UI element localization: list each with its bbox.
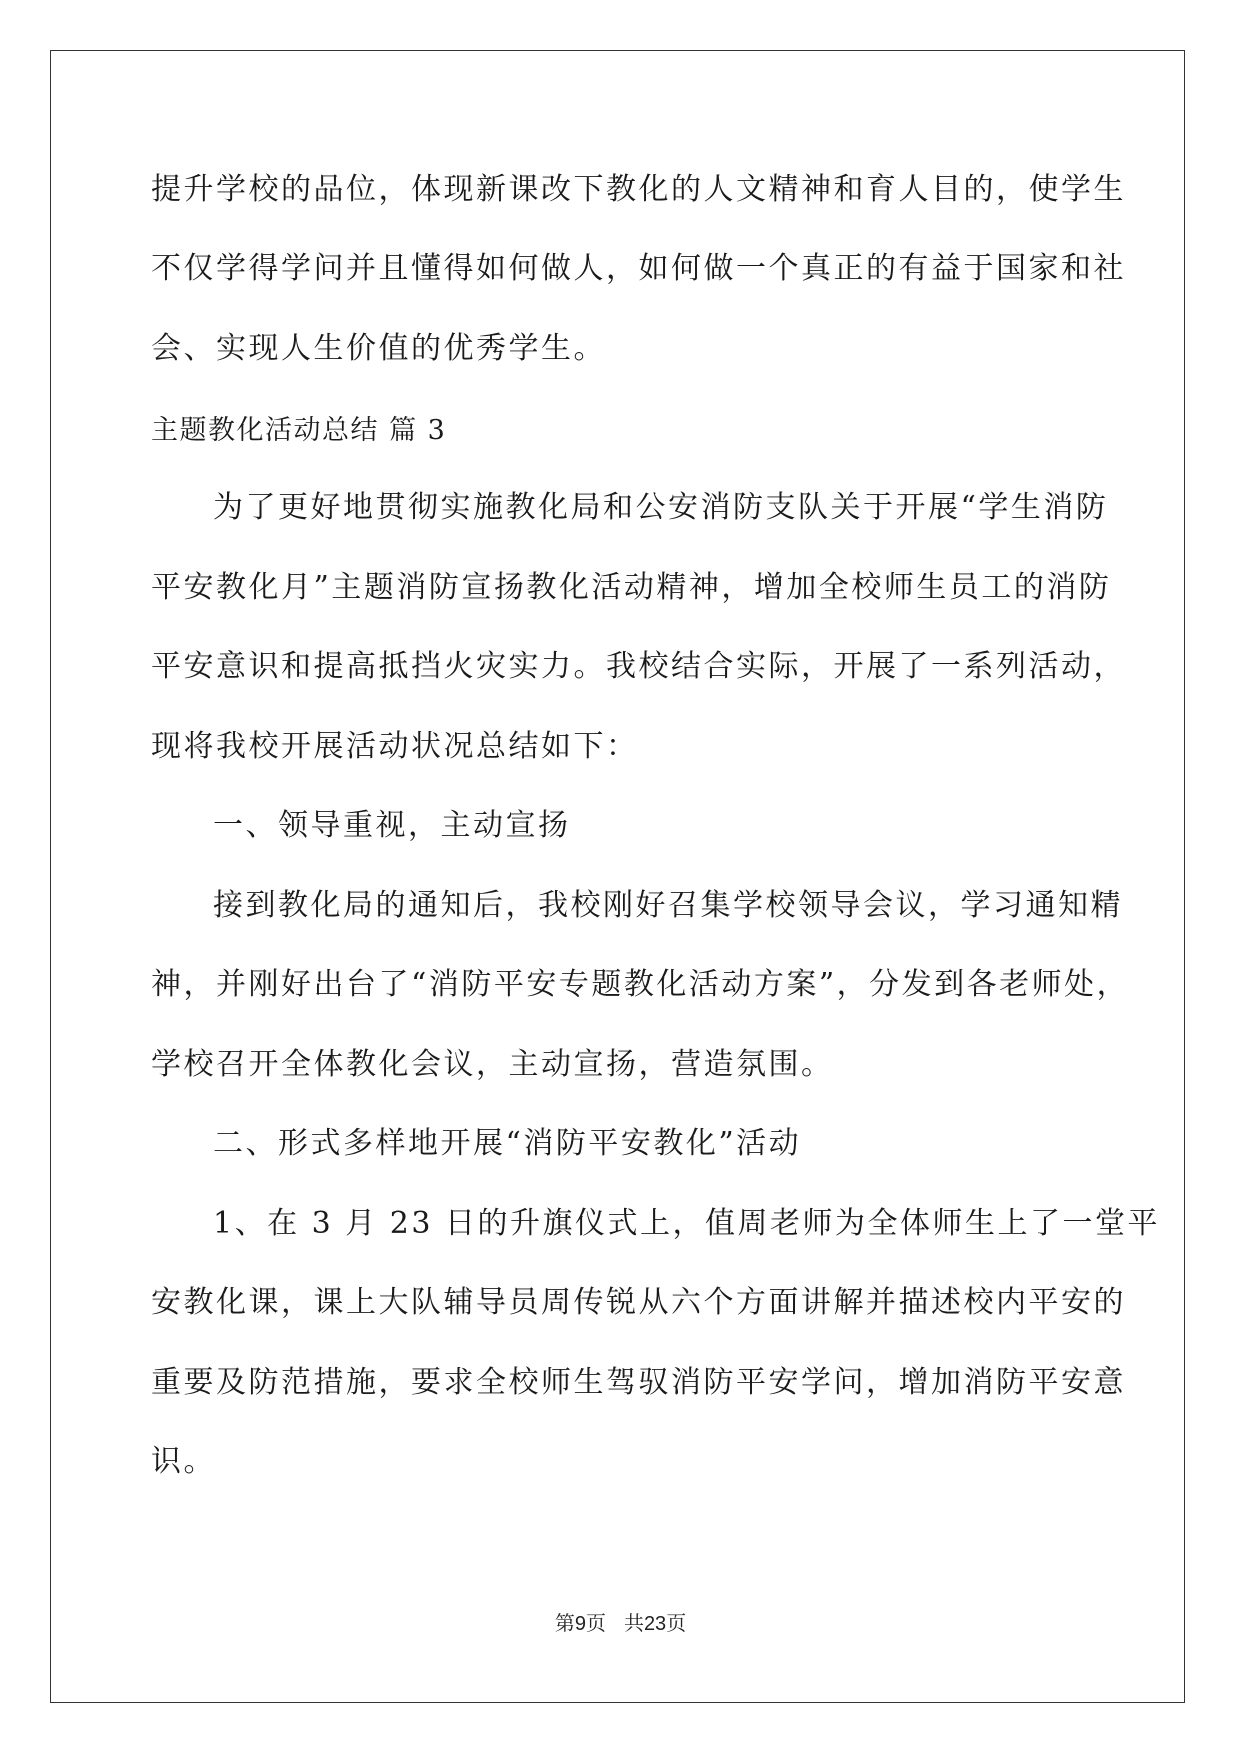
page-border <box>50 50 1185 1703</box>
footer-page-suffix: 页 <box>585 1613 606 1635</box>
paragraph-line: 平安教化月”主题消防宣扬教化活动精神，增加全校师生员工的消防 <box>151 570 1112 605</box>
page-footer <box>0 1607 1241 1636</box>
subheading: 二、形式多样地开展“消防平安教化”活动 <box>213 1126 802 1161</box>
page-number: 9 <box>574 1613 586 1635</box>
paragraph-line: 识。 <box>151 1444 216 1479</box>
total-pages: 23 <box>643 1613 667 1635</box>
paragraph-line: 现将我校开展活动状况总结如下： <box>151 729 639 764</box>
paragraph-line: 神，并刚好出台了“消防平安专题教化活动方案”，分发到各老师处， <box>151 967 1130 1002</box>
section-heading: 主题教化活动总结 篇 3 <box>151 415 447 446</box>
paragraph-line: 重要及防范措施，要求全校师生驾驭消防平安学问，增加消防平安意 <box>151 1365 1126 1400</box>
subheading: 一、领导重视，主动宣扬 <box>213 808 571 843</box>
paragraph-line: 提升学校的品位，体现新课改下教化的人文精神和育人目的，使学生 <box>151 172 1126 207</box>
paragraph-line: 为了更好地贯彻实施教化局和公安消防支队关于开展“学生消防 <box>213 490 1109 525</box>
footer-prefix: 第 <box>554 1613 575 1635</box>
paragraph-line: 安教化课，课上大队辅导员周传锐从六个方面讲解并描述校内平安的 <box>151 1285 1126 1320</box>
paragraph-line: 1、在 3 月 23 日的升旗仪式上，值周老师为全体师生上了一堂平 <box>213 1206 1160 1241</box>
paragraph-line: 学校召开全体教化会议，主动宣扬，营造氛围。 <box>151 1047 834 1082</box>
footer-total-suffix: 页 <box>666 1613 687 1635</box>
paragraph-line: 接到教化局的通知后，我校刚好召集学校领导会议，学习通知精 <box>213 888 1123 923</box>
footer-total-prefix: 共 <box>623 1613 644 1635</box>
paragraph-line: 不仅学得学问并且懂得如何做人，如何做一个真正的有益于国家和社 <box>151 251 1126 286</box>
paragraph-line: 平安意识和提高抵挡火灾实力。我校结合实际，开展了一系列活动， <box>151 649 1126 684</box>
paragraph-line: 会、实现人生价值的优秀学生。 <box>151 331 606 366</box>
